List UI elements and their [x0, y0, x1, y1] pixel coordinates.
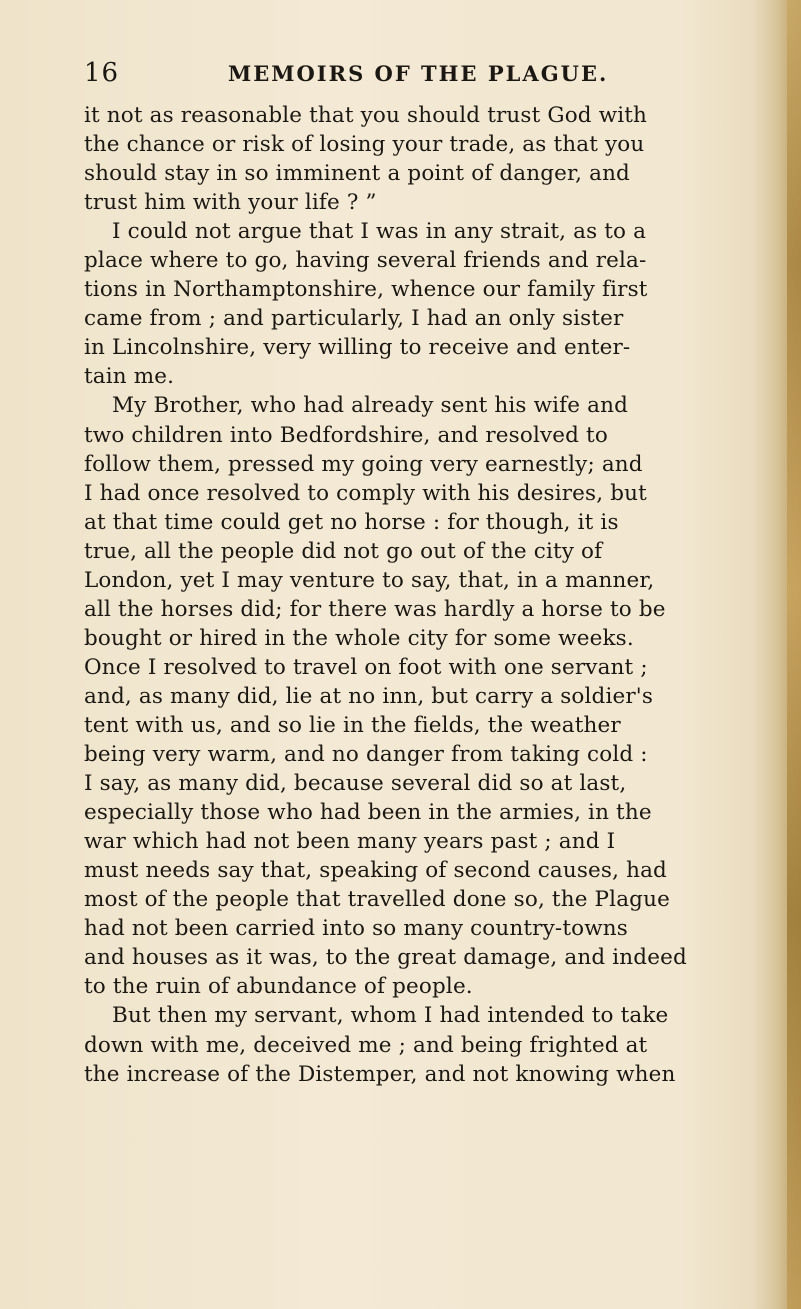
text-line: Once I resolved to travel on foot with one servant ; — [84, 654, 648, 680]
text-line: most of the people that travelled done so, the Plague — [84, 887, 670, 913]
text-line: tions in Northamptonshire, whence our family first — [84, 277, 648, 303]
text-line: tent with us, and so lie in the fields, the weather — [84, 712, 621, 738]
text-line: place where to go, having several friends and rela- — [84, 248, 647, 274]
text-line: trust him with your life ? ” — [84, 190, 377, 216]
text-line: and, as many did, lie at no inn, but carry a soldier's — [84, 683, 654, 709]
text-line: should stay in so imminent a point of danger, and — [84, 161, 630, 187]
text-line: had not been carried into so many country-towns — [84, 916, 628, 942]
page-edge — [787, 0, 801, 1309]
text-line: I say, as many did, because several did so at last, — [84, 771, 627, 797]
text-line: bought or hired in the whole city for some weeks. — [84, 625, 634, 651]
text-line: and houses as it was, to the great damage, and indeed — [84, 945, 687, 971]
text-line: follow them, pressed my going very earnestly; and — [84, 451, 643, 477]
text-line: especially those who had been in the armies, in the — [84, 800, 652, 826]
page-header — [84, 58, 758, 92]
text-line: must needs say that, speaking of second causes, had — [84, 858, 667, 884]
text-line: in Lincolnshire, very willing to receive and enter- — [84, 335, 631, 361]
text-line: to the ruin of abundance of people. — [84, 974, 473, 1000]
text-line: all the horses did; for there was hardly a horse to be — [84, 596, 666, 622]
text-line: tain me. — [84, 364, 175, 390]
text-line: I had once resolved to comply with his desires, but — [84, 480, 647, 506]
text-line: came from ; and particularly, I had an only sister — [84, 306, 624, 332]
text-line: it not as reasonable that you should trust God with — [84, 103, 648, 128]
running-title: MEMOIRS OF THE PLAGUE. — [228, 61, 609, 86]
text-line: the increase of the Distemper, and not knowing when — [84, 1061, 676, 1087]
text-line: at that time could get no horse : for though, it is — [84, 509, 619, 535]
text-line: London, yet I may venture to say, that, in a manner, — [84, 567, 655, 593]
text-line: being very warm, and no danger from taking cold : — [84, 742, 648, 768]
page-number: 16 — [84, 58, 120, 88]
paragraph-start-line: I could not argue that I was in any strait, as to a — [112, 219, 647, 245]
body-text — [84, 101, 758, 1089]
text-line: war which had not been many years past ; and I — [84, 829, 616, 855]
text-line: down with me, deceived me ; and being frighted at — [84, 1032, 648, 1058]
text-line: the chance or risk of losing your trade, as that you — [84, 132, 645, 158]
paragraph-start-line: But then my servant, whom I had intended to take — [112, 1003, 669, 1029]
text-line: two children into Bedfordshire, and resolved to — [84, 422, 608, 448]
paragraph-start-line: My Brother, who had already sent his wife and — [112, 393, 628, 419]
text-line: true, all the people did not go out of the city of — [84, 538, 603, 564]
